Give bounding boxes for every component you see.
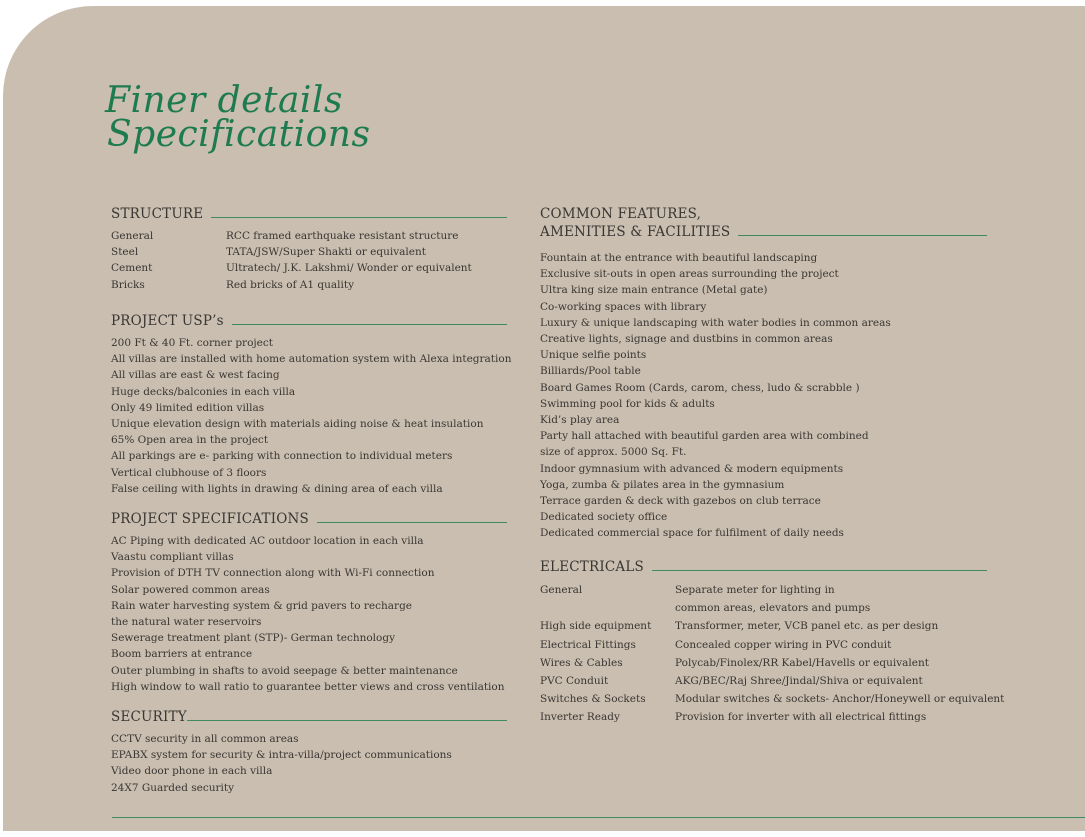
list-item: Dedicated commercial space for fulfilment of daily needs	[540, 527, 844, 540]
list-item: AC Piping with dedicated AC outdoor location in each villa	[111, 535, 424, 547]
row-value: Polycab/Finolex/RR Kabel/Havells or equivalent	[675, 656, 929, 669]
row-value: Separate meter for lighting in	[675, 584, 835, 596]
table-row	[540, 690, 1005, 708]
list-item: High window to wall ratio to guarantee better views and cross ventilation	[111, 680, 505, 693]
list-item: Huge decks/balconies in each villa	[111, 385, 296, 398]
list-item: Co-working spaces with library	[540, 300, 707, 313]
row-label: General	[540, 584, 583, 596]
row-label: PVC Conduit	[540, 675, 609, 688]
list-item: All villas are east & west facing	[111, 369, 280, 382]
row-label: Bricks	[111, 278, 145, 291]
table-row	[111, 244, 507, 260]
list-item: Indoor gymnasium with advanced & modern equipments	[540, 462, 844, 475]
security-section	[111, 709, 507, 796]
common-heading-line-1: COMMON FEATURES,	[540, 206, 702, 222]
table-row	[540, 581, 987, 599]
list-item: Outer plumbing in shafts to avoid seepage & better maintenance	[111, 664, 458, 677]
structure-list	[111, 228, 507, 293]
list-item: Kid’s play area	[540, 414, 620, 427]
usps-list	[111, 335, 512, 497]
row-value: Provision for inverter with all electrical fittings	[675, 711, 927, 724]
list-item: Ultra king size main entrance (Metal gate)	[540, 284, 768, 297]
list-item: Dedicated society office	[540, 511, 668, 524]
list-item: size of approx. 5000 Sq. Ft.	[540, 446, 687, 459]
list-item: Unique elevation design with materials aiding noise & heat insulation	[111, 418, 484, 431]
list-item: Fountain at the entrance with beautiful landscaping	[540, 252, 818, 264]
section-rule	[211, 217, 507, 218]
row-value: Red bricks of A1 quality	[226, 278, 355, 291]
row-value: Transformer, meter, VCB panel etc. as per design	[675, 620, 939, 633]
list-item: All parkings are e- parking with connection to individual meters	[111, 450, 453, 463]
list-item: Sewerage treatment plant (STP)- German technology	[111, 632, 396, 645]
list-item: Video door phone in each villa	[111, 765, 273, 778]
row-value: Ultratech/ J.K. Lakshmi/ Wonder or equivalent	[226, 262, 472, 275]
security-heading: SECURITY	[111, 709, 507, 725]
electricals-list	[540, 581, 1005, 727]
list-item: Boom barriers at entrance	[111, 648, 253, 661]
table-row	[540, 617, 987, 635]
section-rule	[232, 324, 507, 325]
structure-heading: STRUCTURE	[111, 206, 507, 222]
row-label: Wires & Cables	[540, 656, 623, 669]
row-label: General	[111, 230, 154, 242]
table-row	[540, 654, 987, 672]
list-item: CCTV security in all common areas	[111, 733, 299, 745]
row-label: Electrical Fittings	[540, 638, 636, 651]
security-list	[111, 731, 507, 796]
title-line-2: Specifications	[107, 114, 371, 155]
row-label: Cement	[111, 262, 153, 275]
list-item: Unique selfie points	[540, 349, 647, 362]
electricals-heading: ELECTRICALS	[540, 559, 987, 575]
table-row	[111, 228, 507, 244]
row-value: common areas, elevators and pumps	[675, 602, 871, 615]
list-item: Swimming pool for kids & adults	[540, 397, 715, 410]
section-rule	[738, 235, 987, 236]
row-value: Concealed copper wiring in PVC conduit	[675, 638, 892, 651]
electricals-section	[540, 559, 1005, 727]
list-item: 65% Open area in the project	[111, 434, 269, 447]
table-row	[111, 277, 507, 293]
list-item: Creative lights, signage and dustbins in common areas	[540, 333, 833, 346]
row-label: Switches & Sockets	[540, 693, 646, 706]
usps-section	[111, 313, 512, 497]
list-item: Yoga, zumba & pilates area in the gymnasium	[540, 478, 785, 491]
list-item: False ceiling with lights in drawing & dining area of each villa	[111, 482, 443, 495]
list-item: Exclusive sit-outs in open areas surrounding the project	[540, 268, 839, 281]
page-title	[105, 80, 371, 155]
row-label: Steel	[111, 246, 139, 259]
common-list	[540, 250, 987, 542]
list-item: All villas are installed with home automation system with Alexa integration	[111, 353, 512, 366]
structure-section	[111, 206, 507, 293]
list-item: Provision of DTH TV connection along with Wi-Fi connection	[111, 567, 435, 580]
list-item: 200 Ft & 40 Ft. corner project	[111, 337, 273, 349]
usps-heading: PROJECT USP’s	[111, 313, 507, 329]
table-row	[540, 599, 987, 617]
list-item: Only 49 limited edition villas	[111, 401, 265, 414]
table-row	[540, 636, 987, 654]
row-label: Inverter Ready	[540, 711, 620, 724]
common-section	[540, 206, 987, 542]
list-item: Board Games Room (Cards, carom, chess, ludo & scrabble )	[540, 381, 860, 394]
row-label	[540, 599, 675, 617]
list-item: Rain water harvesting system & grid pavers to recharge	[111, 599, 412, 612]
common-heading-line-2: AMENITIES & FACILITIES	[540, 224, 987, 240]
list-item: Luxury & unique landscaping with water bodies in common areas	[540, 316, 891, 329]
table-row	[540, 708, 987, 726]
specs-list	[111, 533, 507, 695]
row-label: High side equipment	[540, 620, 652, 633]
table-row	[111, 260, 507, 276]
row-value: RCC framed earthquake resistant structure	[226, 230, 459, 242]
list-item: EPABX system for security & intra-villa/project communications	[111, 749, 452, 762]
row-value: AKG/BEC/Raj Shree/Jindal/Shiva or equivalent	[675, 675, 923, 688]
row-value: TATA/JSW/Super Shakti or equivalent	[226, 246, 426, 259]
list-item: Billiards/Pool table	[540, 365, 641, 378]
list-item: Solar powered common areas	[111, 583, 270, 596]
list-item: Vaastu compliant villas	[111, 551, 234, 564]
list-item: the natural water reservoirs	[111, 616, 262, 629]
section-rule	[317, 522, 507, 523]
specs-section	[111, 511, 507, 695]
row-value: Modular switches & sockets- Anchor/Honeywell or equivalent	[675, 693, 1005, 706]
bottom-rule	[112, 817, 1085, 818]
section-rule	[187, 720, 507, 721]
list-item: 24X7 Guarded security	[111, 781, 235, 794]
list-item: Party hall attached with beautiful garden area with combined	[540, 430, 869, 443]
specs-heading: PROJECT SPECIFICATIONS	[111, 511, 507, 527]
list-item: Vertical clubhouse of 3 floors	[111, 466, 267, 479]
title-line-1: Finer details	[105, 80, 343, 121]
table-row	[540, 672, 987, 690]
section-rule	[652, 570, 987, 571]
list-item: Terrace garden & deck with gazebos on club terrace	[540, 495, 821, 508]
